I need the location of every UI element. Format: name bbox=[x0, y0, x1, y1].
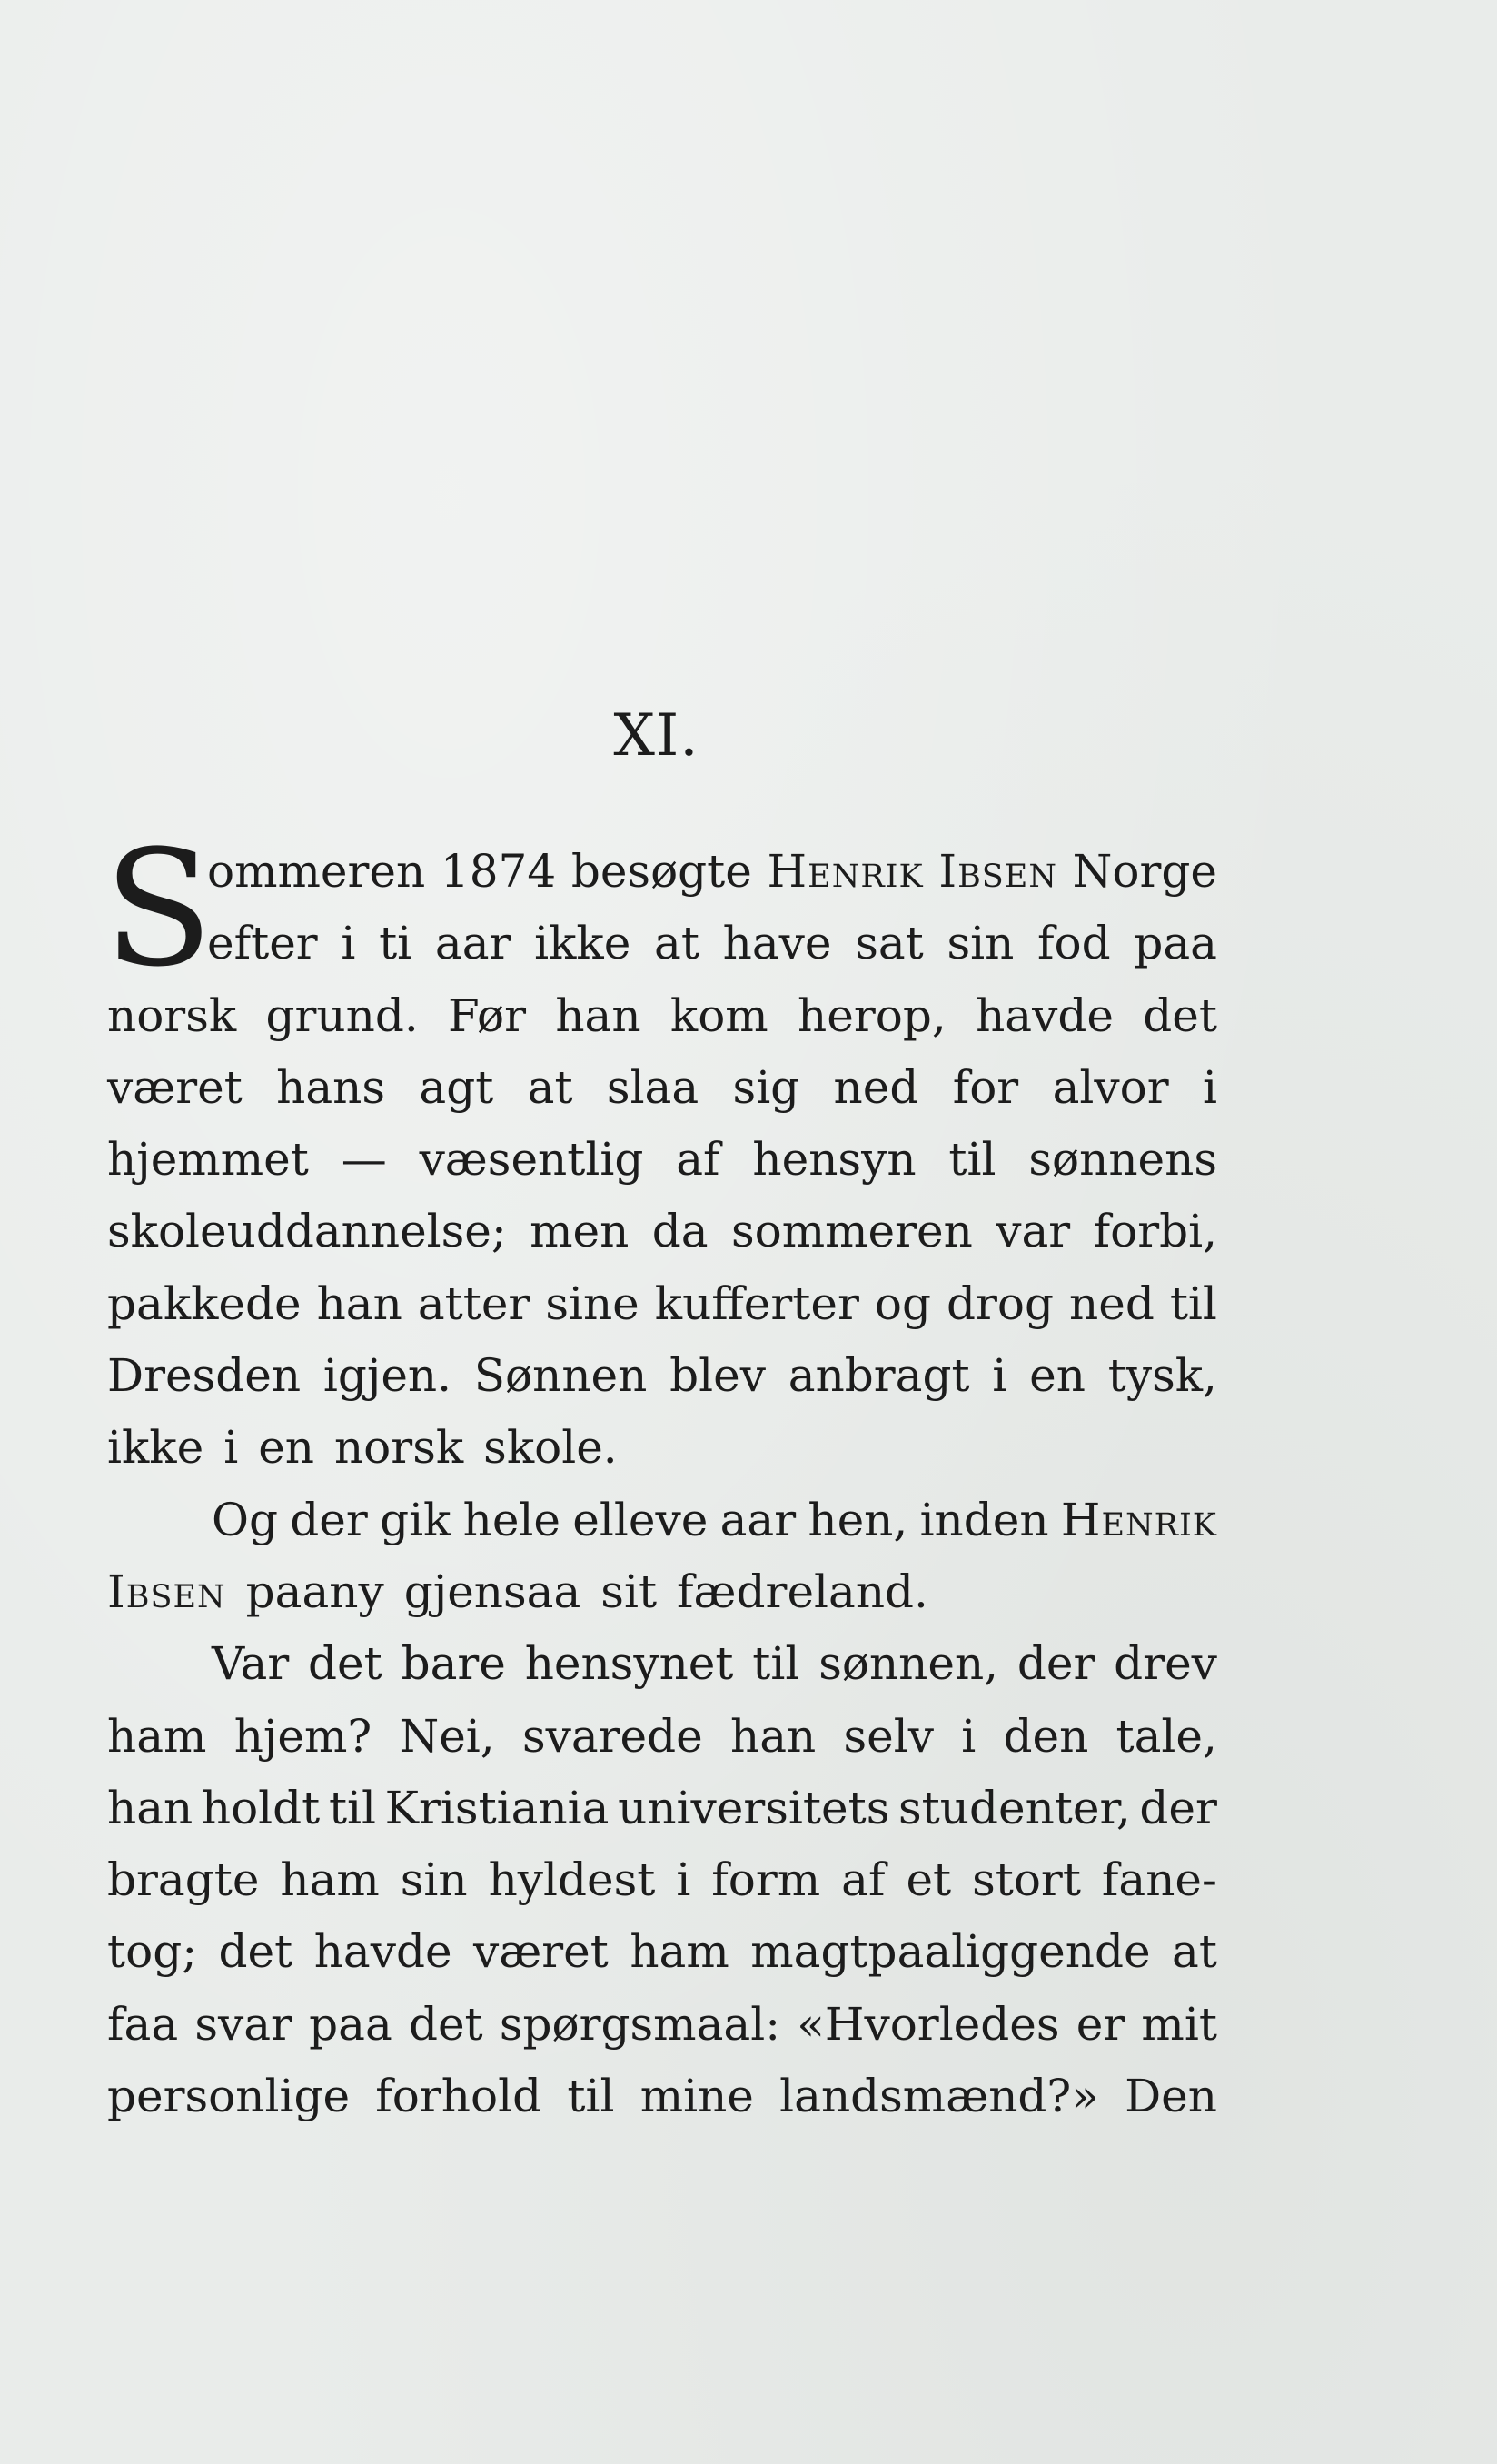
word: af bbox=[676, 1133, 720, 1187]
word: Nei, bbox=[399, 1709, 495, 1763]
word: studenter, bbox=[898, 1781, 1131, 1834]
word: stort bbox=[972, 1853, 1081, 1907]
word: aar bbox=[434, 917, 511, 970]
word: men bbox=[530, 1205, 630, 1258]
word: væsentlig bbox=[419, 1133, 644, 1187]
word: faa bbox=[107, 1997, 179, 2051]
word: til bbox=[752, 1637, 800, 1691]
word: drev bbox=[1114, 1637, 1217, 1691]
word: svar bbox=[194, 1997, 292, 2051]
word: hyldest bbox=[488, 1853, 656, 1907]
word: — bbox=[341, 1133, 387, 1187]
word: og bbox=[874, 1277, 931, 1330]
word: 1874 bbox=[440, 845, 557, 898]
word: besøgte bbox=[570, 845, 752, 898]
word: ikke bbox=[534, 917, 631, 970]
word: hensyn bbox=[752, 1133, 917, 1187]
word: fane- bbox=[1101, 1853, 1217, 1907]
word: sin bbox=[400, 1853, 468, 1907]
word: kom bbox=[669, 989, 768, 1042]
word: i bbox=[1202, 1060, 1217, 1114]
small-caps-name: Henrik bbox=[767, 845, 924, 898]
word: var bbox=[996, 1205, 1071, 1258]
word: alvor bbox=[1052, 1060, 1169, 1114]
word: i bbox=[961, 1709, 977, 1763]
text-line bbox=[107, 980, 1217, 1052]
word: elleve bbox=[572, 1493, 709, 1546]
word: hele bbox=[462, 1493, 561, 1546]
text-line bbox=[107, 908, 1217, 979]
text-line bbox=[107, 1124, 1217, 1196]
word: ned bbox=[1069, 1277, 1155, 1330]
word: agt bbox=[419, 1060, 494, 1114]
small-caps-name: Ibsen bbox=[107, 1565, 226, 1618]
word: skole. bbox=[483, 1421, 618, 1475]
word: til bbox=[1169, 1277, 1217, 1330]
word: universitets bbox=[618, 1781, 890, 1834]
word: til bbox=[328, 1781, 377, 1834]
body-text bbox=[104, 816, 1217, 2132]
word: at bbox=[527, 1060, 573, 1114]
word: forhold bbox=[375, 2070, 542, 2123]
word: i bbox=[992, 1349, 1007, 1403]
word: en bbox=[258, 1421, 314, 1475]
word: kufferter bbox=[654, 1277, 859, 1330]
word: herop, bbox=[798, 989, 947, 1042]
small-caps-name: Henrik bbox=[1060, 1493, 1217, 1546]
word: havde bbox=[313, 1925, 452, 1979]
word: «Hvorledes bbox=[797, 1997, 1060, 2051]
word: tog; bbox=[107, 1925, 198, 1979]
word: sat bbox=[855, 917, 924, 970]
word: norsk bbox=[107, 989, 237, 1042]
word: et bbox=[906, 1853, 952, 1907]
word: Dresden bbox=[107, 1349, 302, 1403]
word: ommeren bbox=[207, 845, 426, 898]
word: bragte bbox=[107, 1853, 260, 1907]
word: Kristiania bbox=[384, 1781, 610, 1834]
word: ikke bbox=[107, 1421, 204, 1475]
word: skoleuddannelse; bbox=[107, 1205, 507, 1258]
word: hans bbox=[276, 1060, 386, 1114]
word: atter bbox=[417, 1277, 530, 1330]
word: det bbox=[308, 1637, 382, 1691]
word: været bbox=[473, 1925, 609, 1979]
word: magtpaaliggende bbox=[750, 1925, 1151, 1979]
word: han bbox=[730, 1709, 817, 1763]
word: i bbox=[223, 1421, 239, 1475]
text-line bbox=[107, 1196, 1217, 1267]
word: ham bbox=[107, 1709, 207, 1763]
word: ham bbox=[280, 1853, 380, 1907]
word: han bbox=[555, 989, 641, 1042]
word: da bbox=[651, 1205, 709, 1258]
word: fædreland. bbox=[677, 1565, 928, 1618]
word: mine bbox=[639, 2070, 754, 2123]
word: forbi, bbox=[1093, 1205, 1217, 1258]
word: at bbox=[654, 917, 699, 970]
word: anbragt bbox=[788, 1349, 970, 1403]
word: grund. bbox=[265, 989, 419, 1042]
word: i bbox=[676, 1853, 691, 1907]
word: af bbox=[841, 1853, 886, 1907]
word: Før bbox=[448, 989, 527, 1042]
word: der bbox=[1016, 1637, 1095, 1691]
word: holdt bbox=[201, 1781, 321, 1834]
text-line bbox=[107, 2061, 1217, 2132]
drop-cap: S bbox=[104, 816, 213, 1002]
word: til bbox=[948, 1133, 996, 1187]
text-line bbox=[107, 1052, 1217, 1124]
text-line bbox=[107, 1773, 1217, 1844]
chapter-heading: XI. bbox=[613, 702, 699, 770]
word: havde bbox=[976, 989, 1114, 1042]
word: der bbox=[290, 1493, 368, 1546]
word: er bbox=[1076, 1997, 1125, 2051]
word: mit bbox=[1141, 1997, 1217, 2051]
text-line bbox=[107, 1844, 1217, 1916]
word: paa bbox=[309, 1997, 392, 2051]
text-line bbox=[107, 1556, 1217, 1628]
text-line bbox=[107, 1268, 1217, 1340]
word: Norge bbox=[1072, 845, 1217, 898]
word: igjen. bbox=[322, 1349, 452, 1403]
word: Sønnen bbox=[473, 1349, 648, 1403]
word: hjem? bbox=[233, 1709, 372, 1763]
word: ham bbox=[630, 1925, 729, 1979]
word: han bbox=[107, 1781, 193, 1834]
word: en bbox=[1029, 1349, 1086, 1403]
word: hjemmet bbox=[107, 1133, 309, 1187]
word: tysk, bbox=[1107, 1349, 1217, 1403]
word: ned bbox=[833, 1060, 919, 1114]
word: sommeren bbox=[730, 1205, 973, 1258]
word: have bbox=[722, 917, 832, 970]
word: bare bbox=[401, 1637, 506, 1691]
word: sine bbox=[545, 1277, 639, 1330]
word: sit bbox=[600, 1565, 658, 1618]
word: han bbox=[316, 1277, 402, 1330]
word: Og bbox=[212, 1493, 278, 1546]
word: landsmænd?» bbox=[779, 2070, 1099, 2123]
word: inden bbox=[919, 1493, 1049, 1546]
word: Var bbox=[212, 1637, 290, 1691]
word: fod bbox=[1037, 917, 1111, 970]
text-line bbox=[107, 1485, 1217, 1556]
word: aar bbox=[719, 1493, 797, 1546]
word: personlige bbox=[107, 2070, 351, 2123]
word: for bbox=[952, 1060, 1019, 1114]
word: sønnen, bbox=[818, 1637, 999, 1691]
word: der bbox=[1139, 1781, 1217, 1834]
word: drog bbox=[947, 1277, 1055, 1330]
word: pakkede bbox=[107, 1277, 302, 1330]
word: sønnens bbox=[1028, 1133, 1217, 1187]
text-line bbox=[107, 1989, 1217, 2061]
text-line bbox=[107, 1340, 1217, 1412]
word: den bbox=[1003, 1709, 1089, 1763]
word: tale, bbox=[1115, 1709, 1217, 1763]
text-line bbox=[107, 1701, 1217, 1773]
word: slaa bbox=[606, 1060, 699, 1114]
word: efter bbox=[207, 917, 318, 970]
word: været bbox=[107, 1060, 243, 1114]
word: hensynet bbox=[524, 1637, 734, 1691]
word: gik bbox=[380, 1493, 451, 1546]
word: det bbox=[408, 1997, 483, 2051]
word: paa bbox=[1134, 917, 1217, 970]
word: ti bbox=[379, 917, 412, 970]
word: form bbox=[711, 1853, 821, 1907]
word: sig bbox=[732, 1060, 800, 1114]
word: blev bbox=[669, 1349, 766, 1403]
word: det bbox=[1143, 989, 1217, 1042]
word: hen, bbox=[808, 1493, 908, 1546]
word: i bbox=[341, 917, 356, 970]
word: sin bbox=[947, 917, 1015, 970]
word: spørgsmaal: bbox=[499, 1997, 781, 2051]
word: norsk bbox=[333, 1421, 464, 1475]
word: svarede bbox=[521, 1709, 703, 1763]
word: at bbox=[1172, 1925, 1217, 1979]
word: paany bbox=[245, 1565, 384, 1618]
text-line bbox=[107, 1628, 1217, 1700]
word: selv bbox=[843, 1709, 934, 1763]
word: gjensaa bbox=[403, 1565, 581, 1618]
word: det bbox=[218, 1925, 293, 1979]
text-line bbox=[107, 1916, 1217, 1988]
text-line bbox=[107, 1412, 1217, 1484]
word: Den bbox=[1125, 2070, 1217, 2123]
word: til bbox=[567, 2070, 615, 2123]
text-line bbox=[107, 836, 1217, 908]
small-caps-name: Ibsen bbox=[938, 845, 1057, 898]
